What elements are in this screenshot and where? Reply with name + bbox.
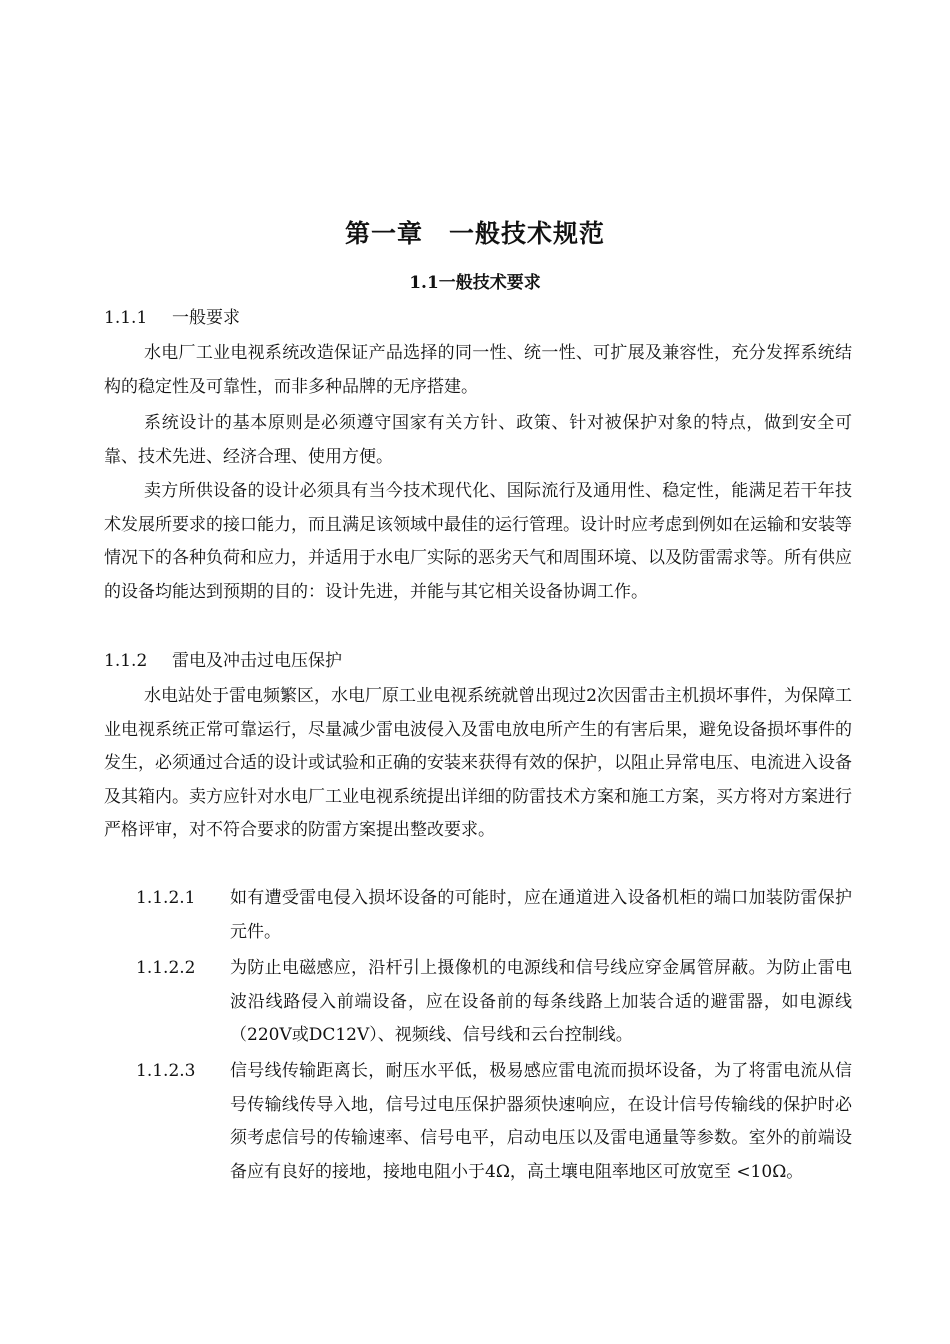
clause-number: 1.1.2.2	[136, 958, 196, 978]
clause-text: 如有遭受雷电侵入损坏设备的可能时，应在通道进入设备机柜的端口加装防雷保护元件。	[230, 888, 852, 942]
chapter-title: 第一章 一般技术规范	[344, 219, 605, 248]
paragraph-uniformity: 水电厂工业电视系统改造保证产品选择的同一性、统一性、可扩展及兼容性，充分发挥系统结构的稳定性及可靠性，而非多种品牌的无序搭建。	[104, 343, 852, 397]
clause-text: 为防止电磁感应，沿杆引上摄像机的电源线和信号线应穿金属管屏蔽。为防止雷电波沿线路侵入前端设备，应在设备前的每条线路上加装合适的避雷器，如电源线（220V或DC12V）、视频线、信号线和云台控制线。	[230, 958, 852, 1045]
paragraph-lightning: 水电站处于雷电频繁区，水电厂原工业电视系统就曾出现过2次因雷击主机损坏事件，为保障工业电视系统正常可靠运行，尽量减少雷电波侵入及雷电放电所产生的有害后果，避免设备损坏事件的发生，必须通过合适的设计或试验和正确的安装来获得有效的保护，以阻止异常电压、电流进入设备及其箱内。卖方应针对水电厂工业电视系统提出详细的防雷技术方案和施工方案，买方将对方案进行严格评审，对不符合要求的防雷方案提出整改要求。	[104, 686, 852, 840]
clause-1-1-2-3	[136, 1055, 852, 1189]
clause-1-1-2-1	[136, 882, 852, 949]
heading-number: 1.1.1	[104, 308, 148, 328]
paragraph-design-principle: 系统设计的基本原则是必须遵守国家有关方针、政策、针对被保护对象的特点，做到安全可靠、技术先进、经济合理、使用方便。	[104, 413, 852, 467]
heading-title: 雷电及冲击过电压保护	[172, 651, 342, 671]
paragraph-seller-design: 卖方所供设备的设计必须具有当今技术现代化、国际流行及通用性、稳定性，能满足若干年技术发展所要求的接口能力，而且满足该领域中最佳的运行管理。设计时应考虑到例如在运输和安装等情况下的各种负荷和应力，并适用于水电厂实际的恶劣天气和周围环境、以及防雷需求等。所有供应的设备均能达到预期的目的：设计先进，并能与其它相关设备协调工作。	[104, 481, 852, 602]
clause-text: 信号线传输距离长，耐压水平低，极易感应雷电流而损坏设备，为了将雷电流从信号传输线传导入地，信号过电压保护器须快速响应，在设计信号传输线的保护时必须考虑信号的传输速率、信号电平，启动电压以及雷电通量等参数。室外的前端设备应有良好的接地，接地电阻小于4Ω，高土壤电阻率地区可放宽至 <10Ω。	[230, 1061, 852, 1182]
heading-title: 一般要求	[172, 308, 240, 328]
heading-number: 1.1.2	[104, 651, 148, 671]
clause-number: 1.1.2.3	[136, 1061, 196, 1081]
heading-1-1-2	[104, 645, 342, 679]
clause-1-1-2-2	[136, 952, 852, 1053]
section-title: 1.1一般技术要求	[409, 273, 541, 293]
clause-number: 1.1.2.1	[136, 888, 196, 908]
heading-1-1-1	[104, 302, 240, 336]
